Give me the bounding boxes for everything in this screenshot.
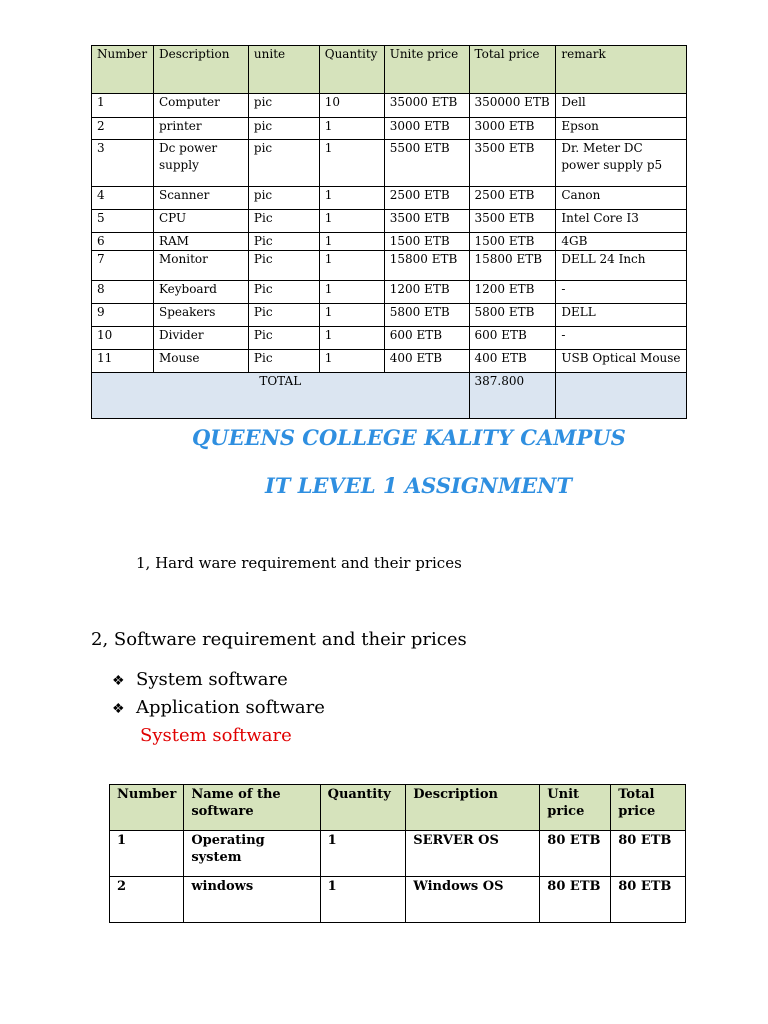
table-row — [92, 140, 687, 187]
table-cell: 1 — [320, 877, 406, 923]
table-cell: - — [556, 327, 687, 350]
table-cell: RAM — [153, 233, 248, 251]
header-cell: Quantity — [319, 46, 384, 94]
header-cell: Total price — [469, 46, 556, 94]
table-cell: 15800 ETB — [469, 251, 556, 281]
table-cell: Computer — [153, 94, 248, 118]
table-cell: Speakers — [153, 304, 248, 327]
table-row — [92, 94, 687, 118]
header-cell: remark — [556, 46, 687, 94]
table-cell: 3 — [92, 140, 154, 187]
table-row — [92, 233, 687, 251]
table-cell: 35000 ETB — [384, 94, 469, 118]
table-cell: 1 — [319, 327, 384, 350]
table-cell: 1 — [110, 831, 184, 877]
table-cell: Pic — [248, 210, 319, 233]
bullet-application-software — [112, 697, 325, 718]
header-cell: unite — [248, 46, 319, 94]
table-cell: - — [556, 281, 687, 304]
table-cell: 2 — [92, 118, 154, 140]
table-cell: 600 ETB — [469, 327, 556, 350]
header-cell: Description — [153, 46, 248, 94]
table-cell: DELL — [556, 304, 687, 327]
table-cell: 3000 ETB — [384, 118, 469, 140]
table-cell: 3000 ETB — [469, 118, 556, 140]
table-row — [92, 118, 687, 140]
table-cell: 1 — [319, 140, 384, 187]
table-cell: 5 — [92, 210, 154, 233]
table-cell: Monitor — [153, 251, 248, 281]
table-row — [92, 251, 687, 281]
table-cell: 8 — [92, 281, 154, 304]
table-cell: 2500 ETB — [384, 187, 469, 210]
table-cell: Pic — [248, 233, 319, 251]
table-row — [92, 350, 687, 373]
table-cell: Pic — [248, 304, 319, 327]
table-cell: 15800 ETB — [384, 251, 469, 281]
table-cell: 1500 ETB — [469, 233, 556, 251]
table-cell: 1200 ETB — [469, 281, 556, 304]
bullet-label: System software — [136, 669, 288, 690]
table-cell: Intel Core I3 — [556, 210, 687, 233]
bullet-label: Application software — [136, 697, 325, 718]
table-cell: 1 — [319, 118, 384, 140]
table-cell: Pic — [248, 281, 319, 304]
table-cell: 1 — [319, 210, 384, 233]
table-cell: Pic — [248, 350, 319, 373]
college-title: QUEENS COLLEGE KALITY CAMPUS — [192, 425, 626, 450]
table-cell: Operating system — [184, 831, 320, 877]
table-cell: 11 — [92, 350, 154, 373]
table-cell: 80 ETB — [611, 831, 686, 877]
table-cell: pic — [248, 140, 319, 187]
table-cell: 1 — [319, 187, 384, 210]
table-cell: 1500 ETB — [384, 233, 469, 251]
table-cell: 2 — [110, 877, 184, 923]
header-cell: Number — [92, 46, 154, 94]
table-cell: 1 — [92, 94, 154, 118]
diamond-bullet-icon: ❖ — [112, 701, 125, 717]
table-cell: 6 — [92, 233, 154, 251]
table-cell: 7 — [92, 251, 154, 281]
table-cell: Scanner — [153, 187, 248, 210]
table-cell: 1200 ETB — [384, 281, 469, 304]
software-table — [109, 784, 686, 923]
table-cell: Epson — [556, 118, 687, 140]
table-cell: 1 — [319, 233, 384, 251]
table-cell: CPU — [153, 210, 248, 233]
table-cell: Canon — [556, 187, 687, 210]
table-row — [92, 327, 687, 350]
table-cell: Divider — [153, 327, 248, 350]
table-cell: Pic — [248, 251, 319, 281]
table-cell: 3500 ETB — [384, 210, 469, 233]
hardware-header-row — [92, 46, 687, 94]
total-row — [92, 373, 687, 419]
table-cell: 400 ETB — [469, 350, 556, 373]
table-cell: 1 — [319, 350, 384, 373]
table-cell: 80 ETB — [611, 877, 686, 923]
table-cell: 1 — [320, 831, 406, 877]
table-cell: DELL 24 Inch — [556, 251, 687, 281]
table-cell: 5500 ETB — [384, 140, 469, 187]
header-cell: Description — [406, 785, 540, 831]
table-cell: USB Optical Mouse — [556, 350, 687, 373]
table-cell: pic — [248, 94, 319, 118]
table-cell: Dell — [556, 94, 687, 118]
table-cell: Mouse — [153, 350, 248, 373]
table-cell: pic — [248, 118, 319, 140]
table-cell: pic — [248, 187, 319, 210]
table-cell: 350000 ETB — [469, 94, 556, 118]
system-software-subheading: System software — [140, 725, 292, 746]
table-row — [92, 187, 687, 210]
table-cell: Dr. Meter DC power supply p5 — [556, 140, 687, 187]
table-row — [110, 831, 686, 877]
table-row — [92, 304, 687, 327]
total-label: TOTAL — [92, 373, 470, 419]
table-cell: 1 — [319, 304, 384, 327]
table-cell: 4GB — [556, 233, 687, 251]
table-cell: 4 — [92, 187, 154, 210]
table-cell: 1 — [319, 251, 384, 281]
table-cell: 3500 ETB — [469, 210, 556, 233]
hardware-requirement-heading: 1, Hard ware requirement and their prices — [136, 554, 462, 572]
table-cell: Windows OS — [406, 877, 540, 923]
diamond-bullet-icon: ❖ — [112, 673, 125, 689]
table-cell: SERVER OS — [406, 831, 540, 877]
total-value: 387.800 — [469, 373, 556, 419]
table-cell: 5800 ETB — [384, 304, 469, 327]
header-cell: Unite price — [384, 46, 469, 94]
header-cell: Name of the software — [184, 785, 320, 831]
software-requirement-heading: 2, Software requirement and their prices — [91, 629, 467, 650]
header-cell: Unit price — [540, 785, 611, 831]
total-empty-cell — [556, 373, 687, 419]
table-cell: windows — [184, 877, 320, 923]
table-row — [92, 210, 687, 233]
table-cell: Keyboard — [153, 281, 248, 304]
header-cell: Total price — [611, 785, 686, 831]
table-cell: 400 ETB — [384, 350, 469, 373]
table-cell: 5800 ETB — [469, 304, 556, 327]
table-cell: 10 — [319, 94, 384, 118]
assignment-title: IT LEVEL 1 ASSIGNMENT — [265, 473, 573, 498]
header-cell: Number — [110, 785, 184, 831]
header-cell: Quantity — [320, 785, 406, 831]
table-cell: printer — [153, 118, 248, 140]
table-cell: 9 — [92, 304, 154, 327]
table-cell: 600 ETB — [384, 327, 469, 350]
table-cell: 80 ETB — [540, 877, 611, 923]
table-row — [92, 281, 687, 304]
table-cell: 80 ETB — [540, 831, 611, 877]
table-cell: Dc power supply — [153, 140, 248, 187]
hardware-table — [91, 45, 687, 419]
table-cell: Pic — [248, 327, 319, 350]
bullet-system-software — [112, 669, 288, 690]
table-row — [110, 877, 686, 923]
software-header-row — [110, 785, 686, 831]
table-cell: 3500 ETB — [469, 140, 556, 187]
table-cell: 2500 ETB — [469, 187, 556, 210]
table-cell: 1 — [319, 281, 384, 304]
table-cell: 10 — [92, 327, 154, 350]
